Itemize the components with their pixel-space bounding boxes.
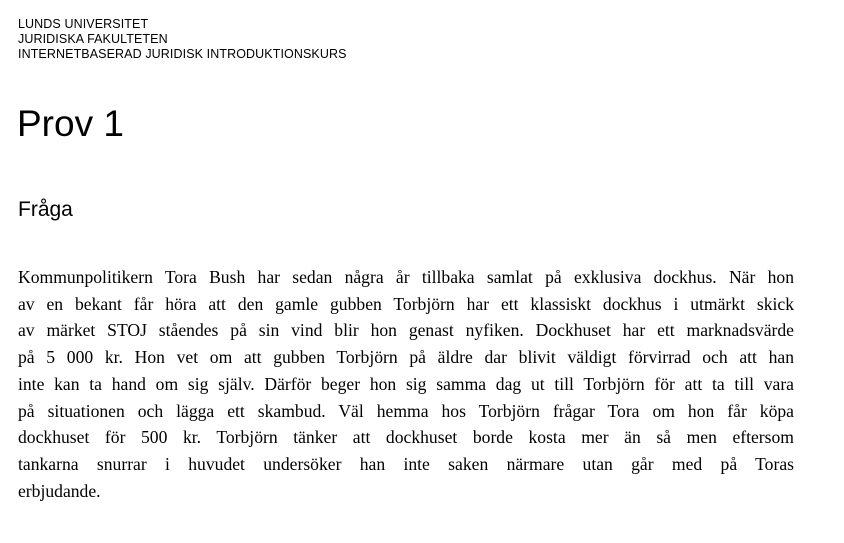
text-line: erbjudande.: [18, 480, 101, 501]
text-line: av en bekant får höra att den gamle gubben Torbjörn har ett klassiskt dockhus i utmärkt skick: [18, 293, 794, 314]
text-line: inte kan ta hand om sig själv. Därför beger hon sig samma dag ut till Torbjörn för att ta till vara: [18, 373, 794, 394]
section-heading: Fråga: [18, 198, 73, 221]
page-title: Prov 1: [17, 103, 124, 144]
text-line: av märket STOJ ståendes på sin vind blir hon genast nyfiken. Dockhuset har ett marknadsvärde: [18, 320, 794, 341]
text-line: Kommunpolitikern Tora Bush har sedan några år tillbaka samlat på exklusiva dockhus. När hon: [18, 267, 794, 287]
document-header: [18, 17, 347, 62]
text-line: på situationen och lägga ett skambud. Väl hemma hos Torbjörn frågar Tora om hon får köpa: [18, 400, 794, 421]
header-faculty: JURIDISKA FAKULTETEN: [18, 32, 168, 46]
header-university: LUNDS UNIVERSITET: [18, 17, 149, 31]
text-line: dockhuset för 500 kr. Torbjörn tänker att dockhuset borde kosta mer än så men eftersom: [18, 427, 794, 448]
text-line: tankarna snurrar i huvudet undersöker han inte saken närmare utan går med på Toras: [18, 453, 794, 474]
question-text: [18, 264, 794, 504]
header-course: INTERNETBASERAD JURIDISK INTRODUKTIONSKURS: [18, 47, 347, 61]
text-line: på 5 000 kr. Hon vet om att gubben Torbjörn på äldre dar blivit väldigt förvirrad och att han: [18, 347, 794, 368]
